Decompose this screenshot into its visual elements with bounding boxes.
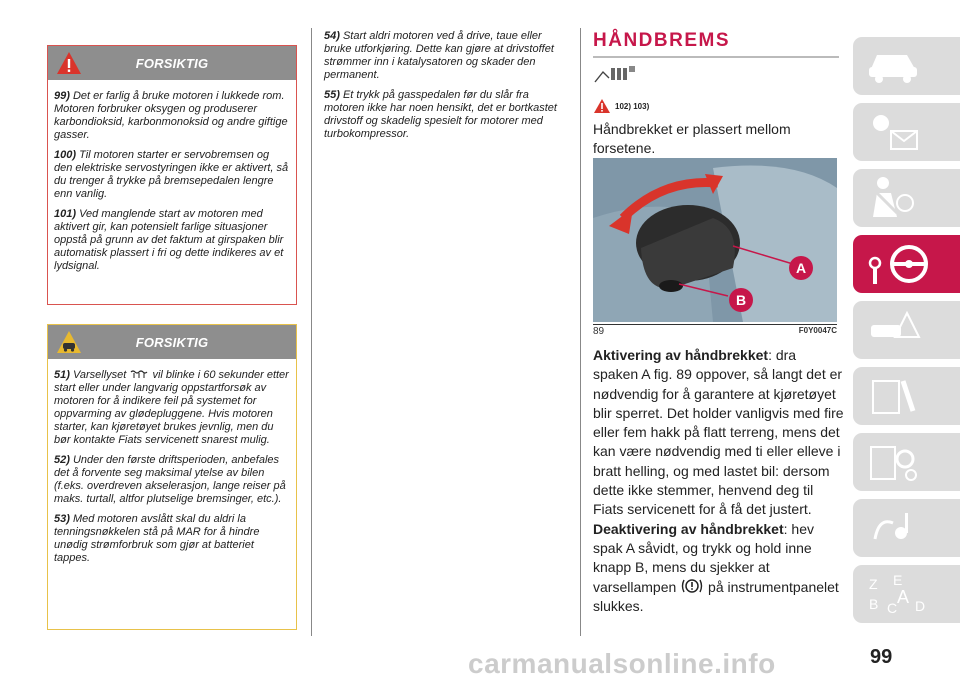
svg-text:B: B	[869, 596, 879, 612]
tab-starting-driving[interactable]	[853, 235, 960, 293]
alphabet-index-icon	[863, 569, 933, 619]
glow-plug-icon	[129, 369, 149, 379]
deactivation-heading: Deaktivering av håndbrekket	[593, 520, 784, 537]
figure-code: F0Y0047C	[798, 326, 837, 335]
key-steering-wheel-icon	[863, 239, 933, 289]
reference-numbers: 102) 103)	[615, 102, 650, 111]
gears-document-icon	[863, 437, 923, 487]
warning-header-2	[48, 325, 296, 359]
warning-header-1	[48, 46, 296, 80]
warning-item: 53) Med motoren avslått skal du aldri la tenningsnøkkelen stå på MAR for å hindre unødig strømforbruk som gjør at batteriet tappes.	[54, 513, 260, 564]
warning-item: 101) Ved manglende start av motoren med aktivert gir, kan potensielt farlige situasjoner oppstå på grunn av det faktum at girspaken blir automatisk plassert i fri og dette indikeres av et lydsignal.	[54, 208, 284, 272]
reference-row	[593, 98, 843, 112]
car-icon	[863, 41, 923, 89]
tab-maintenance[interactable]	[853, 367, 960, 425]
tab-technical-data[interactable]	[853, 433, 960, 491]
warning-box-1	[47, 45, 297, 305]
warning-title-2: FORSIKTIG	[135, 335, 209, 350]
tab-index[interactable]	[853, 565, 960, 623]
warning-item: 51) Varsellyset vil blinke i 60 sekunder etter start eller under langvarig oppstartforsøk av motoren for å indikere feil på systemet for oppvarming av glødepluggene. Hvis motoren starter, kan kjøretøyet brukes jevnlig, men du bør kontakte Fiats servicenett snarest mulig.	[54, 369, 289, 446]
handbrake-section	[593, 30, 843, 158]
continued-notes	[324, 30, 570, 148]
warning-title-1: FORSIKTIG	[135, 56, 209, 71]
wrench-icon	[863, 371, 923, 421]
svg-text:C: C	[887, 600, 898, 616]
handbrake-photo	[593, 158, 837, 322]
svg-text:Z: Z	[869, 576, 878, 592]
multimedia-icon	[863, 503, 923, 553]
warning-triangle-icon	[593, 98, 611, 114]
label-b: B	[735, 292, 747, 308]
column-divider	[580, 28, 581, 636]
warning-item: 100) Til motoren starter er servobremsen og den elektriske servostyringen ikke er aktivert, så du trenger å trykke på bremsepedalen lengre enn vanlig.	[54, 149, 289, 200]
intro-text: Håndbrekket er plassert mellom forsetene.	[593, 121, 791, 156]
note-item: 54) Start aldri motoren ved å drive, taue eller bruke utforkjøring. Dette kan gjøre at drivstoffet strømmer inn i katalysatoren og skader den permanent.	[324, 30, 554, 81]
label-a: A	[795, 260, 807, 276]
manual-symbol-icon	[593, 64, 639, 86]
symbol-row	[593, 64, 843, 90]
activation-text: : dra spaken A fig. 89 oppover, så langt det er nødvendig for å garantere at kjøretøyet blir sperret. Det holder vanligvis med fire eller fem hakk på flatt terreng, mens det kan være nødvendig med ti eller elleve i bratt helling, og med lastet bil: dersom dette ikke stemmer, henvend deg til Fiats servicenett for å få det justert.	[593, 347, 844, 518]
deactivation-text: : hev spak A såvidt, og trykk og hold inne knapp B, mens du sjekker at varsellampen	[593, 520, 814, 595]
note-item: 55) Et trykk på gasspedalen før du slår fra motoren ikke har noen hensikt, det er bortkastet drivstoff og skadelig spesielt for motorer med turbokompressor.	[324, 89, 557, 140]
watermark: carmanualsonline.info	[468, 648, 776, 679]
warning-item: 52) Under den første driftsperioden, anbefales det å forvente seg maksimal ytelse av bilen (f.eks. overdreven akselerasjon, lange reiser på maks. turtall, altfor plutselige bremsinger, etc.).	[54, 454, 286, 505]
warning-light-envelope-icon	[863, 107, 923, 157]
svg-text:D: D	[915, 598, 926, 614]
handbrake-instructions	[593, 346, 845, 616]
column-divider	[311, 28, 312, 636]
tab-vehicle[interactable]	[853, 37, 960, 95]
deactivation-tail: på instrumentpanelet slukkes.	[593, 578, 839, 614]
title-rule	[593, 56, 839, 58]
tab-safety[interactable]	[853, 169, 960, 227]
svg-text:A: A	[897, 587, 910, 607]
figure-caption	[593, 324, 837, 337]
car-breakdown-icon	[863, 305, 923, 355]
tab-emergency[interactable]	[853, 301, 960, 359]
warning-item: 99) Det er farlig å bruke motoren i lukkede rom. Motoren forbruker oksygen og produserer karbondioksid, karbonmonoksid og andre giftige gasser.	[54, 90, 288, 141]
section-title: HÅNDBREMS	[593, 30, 730, 51]
page-number: 99	[870, 646, 893, 668]
handbrake-illustration	[593, 158, 837, 322]
warning-box-2	[47, 324, 297, 630]
tab-multimedia[interactable]	[853, 499, 960, 557]
tab-lights-messages[interactable]	[853, 103, 960, 161]
figure-number: 89	[593, 326, 605, 337]
activation-heading: Aktivering av håndbrekket	[593, 347, 769, 363]
svg-text:E: E	[893, 572, 903, 588]
seatbelt-person-icon	[863, 173, 923, 223]
brake-warning-icon	[680, 578, 704, 594]
